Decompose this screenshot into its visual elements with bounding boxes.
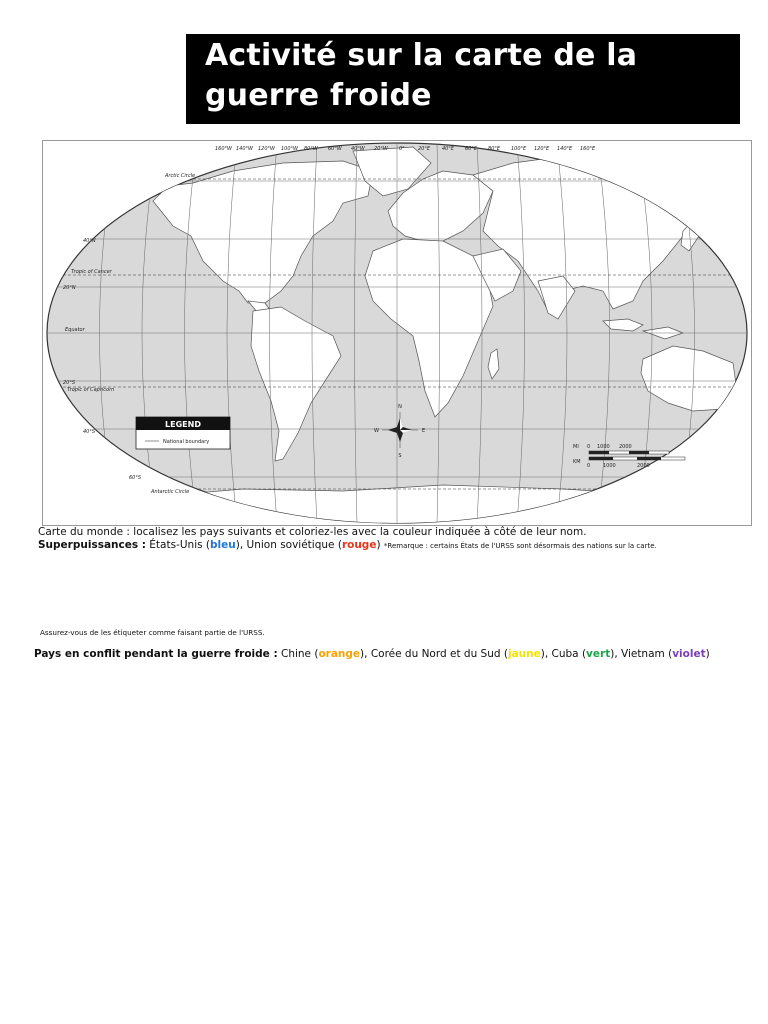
conflict-close: ) — [705, 648, 710, 660]
ussr-text: ), Union soviétique ( — [235, 539, 342, 551]
world-map — [42, 140, 752, 526]
vietnam-color: violet — [672, 648, 706, 660]
conflict-label: Pays en conflit pendant la guerre froide : — [34, 648, 278, 660]
conflict-line — [34, 648, 734, 661]
legend-item: National boundary — [163, 439, 210, 445]
lon-label: 80°W — [304, 146, 318, 152]
lat-label: Arctic Circle — [165, 173, 196, 179]
scale-tick: 1000 — [603, 463, 616, 469]
map-legend — [136, 417, 230, 449]
scale-tick: 1000 — [597, 444, 610, 450]
scale-tick: 2000 — [619, 444, 632, 450]
close-paren: ) — [376, 539, 381, 551]
china-color: orange — [318, 648, 361, 660]
world-map-svg — [43, 141, 751, 525]
lat-label: Tropic of Cancer — [71, 269, 112, 275]
compass-s: S — [398, 453, 402, 459]
page-title: Activité sur la carte de la guerre froide — [205, 38, 638, 113]
lon-label: 160°E — [580, 146, 596, 152]
lon-label: 140°E — [557, 146, 573, 152]
lat-label: 40°S — [83, 429, 96, 435]
lat-label: 20°S — [63, 380, 76, 386]
compass-e: E — [422, 428, 426, 434]
new-zealand — [743, 403, 751, 431]
lat-label: Tropic of Capricorn — [67, 387, 115, 393]
superpowers-label: Superpuissances : — [38, 539, 146, 551]
instruction-line: Carte du monde : localisez les pays suivants et coloriez-les avec la couleur indiquée à côté de leur nom. — [38, 526, 587, 538]
china-text: Chine ( — [277, 648, 319, 660]
vietnam-text: ), Vietnam ( — [610, 648, 673, 660]
lat-label: 40°N — [83, 238, 96, 244]
usa-color: bleu — [210, 539, 236, 551]
lon-label: 100°W — [281, 146, 298, 152]
lon-label: 60°W — [328, 146, 342, 152]
lon-label: 160°W — [215, 146, 232, 152]
scale-mi-label: MI — [573, 444, 579, 450]
lat-label: Equator — [65, 327, 85, 333]
korea-text: ), Corée du Nord et du Sud ( — [360, 648, 508, 660]
legend-title: LEGEND — [165, 420, 201, 429]
compass-w: W — [374, 428, 379, 434]
scale-tick: 0 — [587, 463, 591, 469]
cuba-color: vert — [586, 648, 611, 660]
scale-tick: 0 — [587, 444, 591, 450]
korea-color: jaune — [507, 648, 541, 660]
lon-label: 40°W — [351, 146, 365, 152]
lat-label: 20°N — [63, 285, 76, 291]
compass-n: N — [398, 404, 402, 410]
title-banner — [186, 34, 740, 124]
lon-label: 120°E — [534, 146, 550, 152]
remark-note: *Remarque : certains États de l'URSS sont désormais des nations sur la carte. — [383, 542, 657, 550]
lon-label: 20°W — [374, 146, 388, 152]
lat-label: 60°S — [129, 475, 142, 481]
scale-tick: 2000 — [637, 463, 650, 469]
superpowers-line — [38, 539, 657, 553]
ussr-color: rouge — [341, 539, 377, 551]
usa-text: États-Unis ( — [149, 539, 211, 551]
lon-label: 80°E — [488, 146, 501, 152]
lon-label: 140°W — [236, 146, 253, 152]
lat-label: Antarctic Circle — [151, 489, 190, 495]
lon-label: 0° — [399, 146, 405, 152]
scale-km-label: KM — [573, 459, 581, 465]
lon-label: 60°E — [465, 146, 478, 152]
cuba-text: ), Cuba ( — [540, 648, 587, 660]
lon-label: 100°E — [511, 146, 527, 152]
lon-label: 40°E — [442, 146, 455, 152]
lon-label: 120°W — [258, 146, 275, 152]
lon-label: 20°E — [418, 146, 431, 152]
label-note: Assurez-vous de les étiqueter comme faisant partie de l'URSS. — [40, 628, 265, 637]
